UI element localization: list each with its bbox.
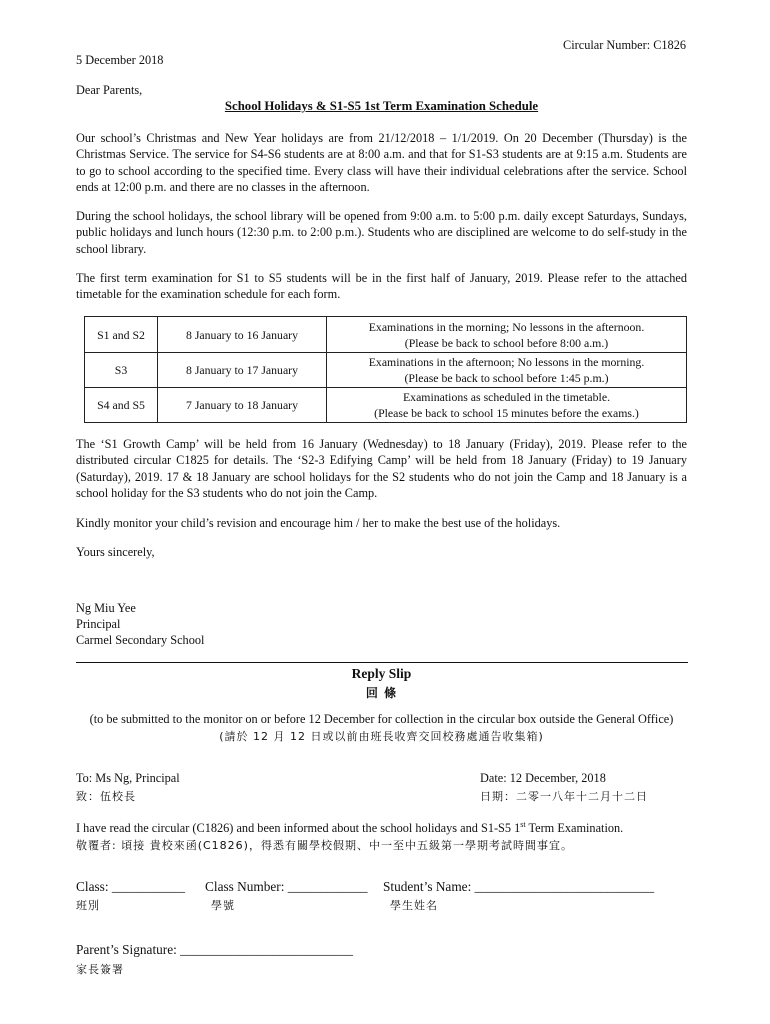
- class-field[interactable]: Class: ___________: [76, 879, 185, 894]
- class-number-field[interactable]: Class Number: ____________: [205, 879, 368, 894]
- form-cell: S3: [85, 353, 158, 388]
- table-row: [85, 317, 687, 353]
- note-line: Examinations in the morning; No lessons in the afternoon.: [368, 319, 645, 334]
- note-line: Examinations as scheduled in the timetable.: [402, 390, 611, 404]
- reply-instruction-zh: (請於 12 月 12 日或以前由班長收齊交回校務處通告收集箱): [219, 730, 544, 743]
- acknowledgement: [76, 820, 623, 836]
- note-line: (Please be back to school before 1:45 p.m.): [404, 371, 609, 385]
- form-cell: S1 and S2: [85, 317, 158, 353]
- reply-to: To: Ms Ng, Principal: [76, 771, 180, 785]
- school-name: Carmel Secondary School: [76, 633, 205, 647]
- student-name-field[interactable]: Student’s Name: ___________________________: [383, 879, 655, 894]
- parent-signature-field[interactable]: Parent’s Signature: __________________________: [76, 942, 354, 957]
- reply-to-zh: 致：伍校長: [76, 790, 136, 803]
- class-number-label-zh: 學號: [211, 899, 235, 912]
- reply-instruction: (to be submitted to the monitor on or before 12 December for collection in the circular box outside the General Office): [89, 712, 674, 726]
- reply-slip-title-zh: 回 條: [365, 686, 398, 700]
- student-name-label-zh: 學生姓名: [390, 899, 438, 912]
- parent-signature-label-zh: 家長簽署: [76, 963, 124, 976]
- paragraph-camps: The ‘S1 Growth Camp’ will be held from 16 January (Wednesday) to 18 January (Friday), 2019. Please refer to the distributed circular C1825 for details. The ‘S2-3 Edifying Camp’ will be held from 18 January (Friday) to 19 January (Saturday), 2019. 17 & 18 January are school holidays for the S2 students who do not join the Camp and 18 January is a school holiday for the S3 students who do not join the Camp.: [76, 437, 687, 500]
- form-cell: S4 and S5: [85, 388, 158, 423]
- letter-title: School Holidays & S1-S5 1st Term Examination Schedule: [224, 99, 539, 113]
- acknowledgement-text: I have read the circular (C1826) and been informed about the school holidays and S1-S5 1: [76, 821, 521, 836]
- letter-date: 5 December 2018: [76, 53, 164, 67]
- greeting: Dear Parents,: [76, 83, 143, 97]
- paragraph-holidays: Our school’s Christmas and New Year holidays are from 21/12/2018 – 1/1/2019. On 20 December (Thursday) is the Christmas Service. The service for S4-S6 students are at 8:00 a.m. and that for S1-S3 students are at 9:15 a.m. Students are to go to school according to the specified time. Every class will have their individual celebrations after the service. School ends at 12:00 p.m. and there are no classes in the afternoon.: [76, 131, 687, 194]
- dates-cell: 8 January to 17 January: [158, 353, 327, 388]
- reply-date-zh: 日期：二零一八年十二月十二日: [480, 790, 648, 803]
- paragraph-exam-intro: The first term examination for S1 to S5 students will be in the first half of January, 2019. Please refer to the attached timetable for the examination schedule for each form.: [76, 271, 687, 302]
- reply-slip-title: Reply Slip: [351, 666, 412, 681]
- circular-number: Circular Number: C1826: [563, 38, 686, 52]
- paragraph-library: During the school holidays, the school library will be opened from 9:00 a.m. to 5:00 p.m. daily except Saturdays, Sundays, public holidays and lunch hours (12:30 p.m. to 2:00 p.m.). Students who are disciplined are welcome to do self-study in the school library.: [76, 209, 687, 256]
- note-line: (Please be back to school before 8:00 a.m.): [404, 335, 609, 350]
- ordinal-suffix: st: [520, 820, 526, 829]
- dates-cell: 7 January to 18 January: [158, 388, 327, 423]
- note-cell: [327, 317, 687, 353]
- dates-cell: 8 January to 16 January: [158, 317, 327, 353]
- divider: [76, 662, 688, 663]
- table-row: [85, 388, 687, 423]
- signatory-role: Principal: [76, 617, 121, 631]
- table-row: [85, 353, 687, 388]
- closing: Yours sincerely,: [76, 545, 155, 559]
- reply-date: Date: 12 December, 2018: [480, 771, 606, 785]
- exam-schedule-table: [84, 316, 687, 423]
- signatory-name: Ng Miu Yee: [76, 601, 136, 615]
- note-line: (Please be back to school 15 minutes before the exams.): [374, 406, 639, 420]
- note-cell: [327, 388, 687, 423]
- class-label-zh: 班別: [76, 899, 100, 912]
- note-line: Examinations in the afternoon; No lessons in the morning.: [368, 355, 645, 369]
- note-cell: [327, 353, 687, 388]
- paragraph-revision: Kindly monitor your child’s revision and encourage him / her to make the best use of the holidays.: [76, 516, 561, 530]
- acknowledgement-text-end: Term Examination.: [525, 821, 624, 836]
- acknowledgement-zh: 敬覆者: 頃接 貴校來函(C1826)，得悉有關學校假期、中一至中五級第一學期考試時間事宜。: [76, 839, 573, 852]
